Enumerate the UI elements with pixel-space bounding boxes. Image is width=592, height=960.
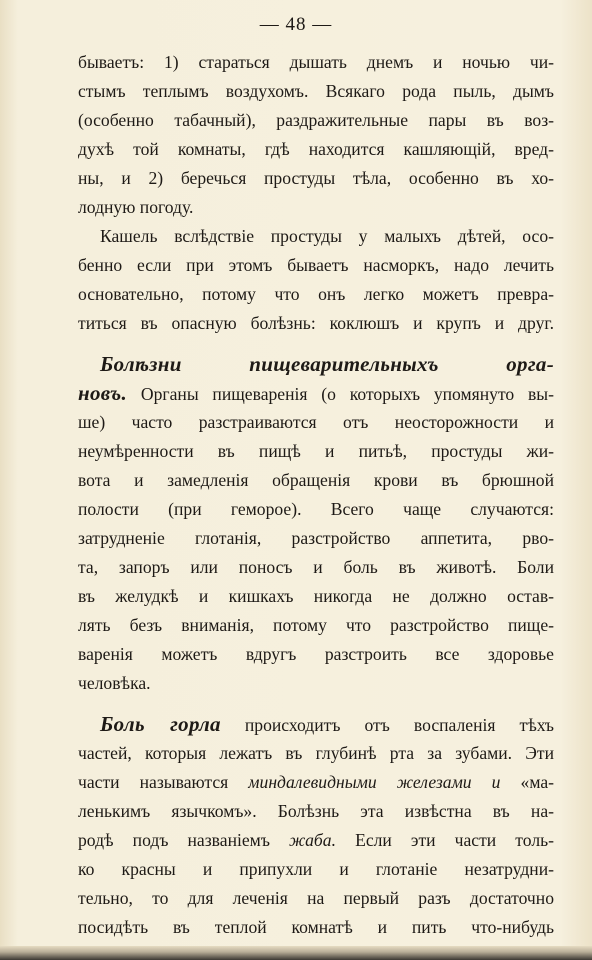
text-line: ше) часто разстраиваются отъ неосторожности и (78, 412, 554, 432)
text-fragment: родѣ подъ названіемъ (78, 830, 289, 850)
text-line: духѣ той комнаты, гдѣ находится кашляющій, вред- (78, 139, 554, 159)
text-line: затрудненіе глотанія, разстройство аппетита, рво- (78, 528, 554, 548)
text-fragment: «ма- (500, 772, 554, 792)
text-line (78, 768, 554, 797)
text-fragment: Органы пищеваренія (о которыхъ упомянуто вы- (127, 384, 554, 404)
text-line: полости (при геморое). Всего чаще случаются: (78, 499, 554, 519)
text-line (78, 710, 554, 739)
text-fragment: Если эти части толь- (335, 830, 554, 850)
text-line: ны, и 2) беречься простуды тѣла, особенно въ хо- (78, 168, 554, 188)
text-line: ленькимъ язычкомъ». Болѣзнь эта извѣстна въ на- (78, 801, 554, 821)
text-line: бенно если при этомъ бываетъ насморкъ, надо лечить (78, 255, 554, 275)
section-heading-continued: новъ. (78, 381, 128, 405)
text-line (78, 379, 554, 408)
text-line (78, 826, 554, 855)
body-text (78, 48, 554, 942)
text-line: та, запоръ или поносъ и боль въ животѣ. Боли (78, 557, 554, 577)
page-bottom-edge (0, 946, 592, 960)
section-heading-line (78, 350, 554, 379)
text-line: вота и замедленія обращенія крови въ брюшной (78, 470, 554, 490)
paragraph-gap (78, 338, 554, 350)
italic-term: жаба. (289, 830, 336, 850)
text-line: человѣка. (78, 673, 151, 693)
text-line: ко красны и припухли и глотаніе незатрудни- (78, 859, 554, 879)
paragraph-gap (78, 698, 554, 710)
section-heading: Боль горла (100, 712, 221, 736)
text-line: неумѣренности въ пищѣ и питьѣ, простуды жи- (78, 441, 554, 461)
text-line: въ желудкѣ и кишкахъ никогда не должно остав- (78, 586, 554, 606)
text-line: основательно, потому что онъ легко можетъ превра- (78, 284, 554, 304)
text-line: лять безъ вниманія, потому что разстройство пище- (78, 615, 554, 635)
text-line: тельно, то для леченія на первый разъ достаточно (78, 888, 554, 908)
text-line: Кашель вслѣдствіе простуды у малыхъ дѣтей, осо- (100, 226, 554, 246)
text-fragment: происходитъ отъ воспаленія тѣхъ (220, 715, 554, 735)
italic-term: миндалевидными железами и (248, 772, 501, 792)
text-fragment: части называются (78, 772, 249, 792)
text-line: бываетъ: 1) стараться дышать днемъ и ночью чи- (78, 52, 554, 72)
text-line: посидѣть въ теплой комнатѣ и пить что-нибудь (78, 917, 554, 937)
text-line: частей, которыя лежатъ въ глубинѣ рта за зубами. Эти (78, 743, 554, 763)
text-line: варенія можетъ вдругъ разстроить все здоровье (78, 644, 554, 664)
text-line: титься въ опасную болѣзнь: коклюшъ и крупъ и друг. (78, 313, 554, 333)
text-line: (особенно табачный), раздражительные пары въ воз- (78, 110, 554, 130)
page-number: — 48 — (259, 14, 333, 35)
section-heading: Болѣзни пищеварительныхъ орга- (100, 352, 554, 376)
text-line: стымъ теплымъ воздухомъ. Всякаго рода пыль, дымъ (78, 81, 554, 101)
text-line: лодную погоду. (78, 197, 194, 217)
